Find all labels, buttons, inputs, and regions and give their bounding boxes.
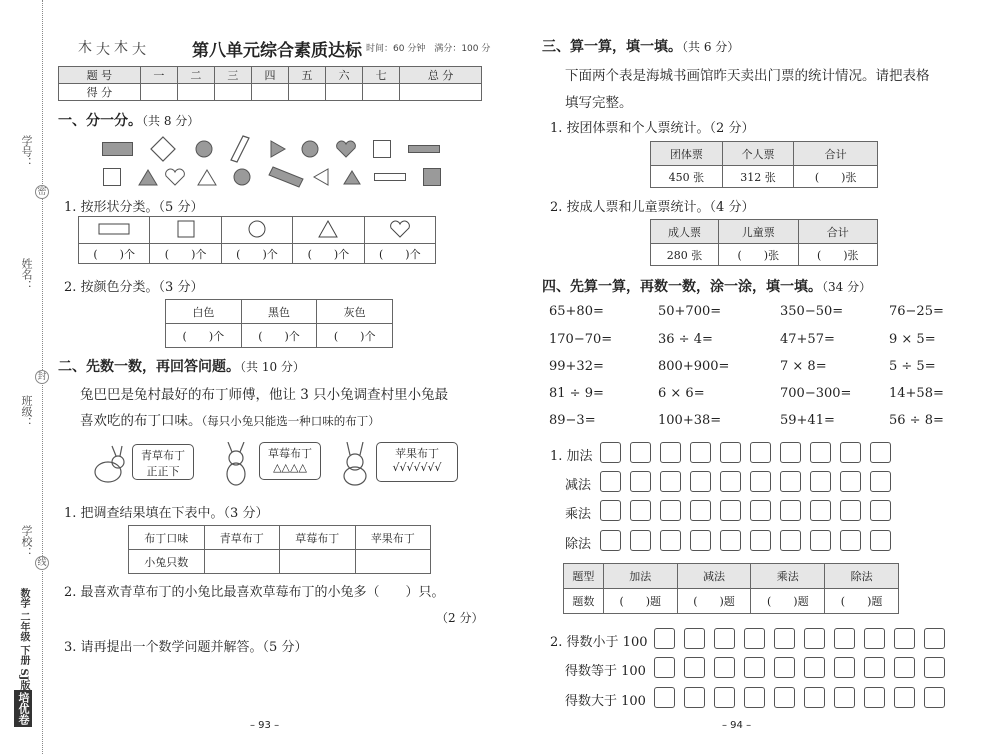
- seal-feng: 封: [35, 370, 49, 384]
- bubble-title: 青草布丁: [141, 449, 185, 462]
- color-box[interactable]: [834, 657, 855, 678]
- s2-para1: 兔巴巴是兔村最好的布丁师傅，他让 3 只小兔调查村里小兔最: [80, 387, 449, 403]
- color-box[interactable]: [720, 500, 741, 521]
- name-label: 姓名：: [20, 258, 33, 291]
- score-header-cell: 题 号: [59, 67, 141, 84]
- s2-para2-text: 喜欢吃的布丁口味。: [80, 413, 202, 429]
- rectangle-shape-icon: [374, 173, 406, 181]
- circle-header: [221, 217, 292, 244]
- color-box[interactable]: [774, 657, 795, 678]
- s2-note: （每只小兔只能选一种口味的布丁）: [201, 414, 380, 428]
- color-header: 灰色: [317, 300, 393, 324]
- square-icon: [176, 219, 196, 239]
- ticket-header: 合计: [798, 220, 877, 244]
- calc-item: 56 ÷ 8=: [889, 413, 944, 428]
- color-box[interactable]: [804, 657, 825, 678]
- color-box[interactable]: [774, 687, 795, 708]
- score-header-cell: 六: [326, 67, 363, 84]
- ticket-table-1: [650, 141, 878, 188]
- calc-item: 350−50=: [780, 304, 844, 319]
- seal-xian: 线: [35, 556, 49, 570]
- pudding-header: 布丁口味: [129, 526, 205, 550]
- color-box[interactable]: [750, 442, 771, 463]
- circle-shape-icon: [300, 139, 320, 159]
- color-box[interactable]: [840, 442, 861, 463]
- op-label-add: 1. 加法: [550, 449, 593, 464]
- color-header: 白色: [166, 300, 242, 324]
- color-box[interactable]: [720, 442, 741, 463]
- color-box[interactable]: [804, 687, 825, 708]
- triangle-shape-icon: [311, 167, 331, 187]
- type-header: 除法: [825, 564, 899, 589]
- shape-classify-table: [78, 216, 436, 264]
- score-input-cell[interactable]: [140, 84, 177, 101]
- answer-cell[interactable]: ( )题: [825, 589, 899, 614]
- answer-cell[interactable]: ( )个: [293, 244, 364, 264]
- page-number-right: – 94 –: [722, 720, 752, 731]
- color-box[interactable]: [744, 628, 765, 649]
- triangle-icon: [317, 219, 339, 239]
- answer-cell[interactable]: ( )个: [79, 244, 150, 264]
- range-label-greater: 得数大于 100: [565, 694, 646, 709]
- color-header: 黑色: [241, 300, 317, 324]
- color-box[interactable]: [600, 500, 621, 521]
- square-header: [150, 217, 221, 244]
- color-box[interactable]: [660, 471, 681, 492]
- color-box[interactable]: [684, 628, 705, 649]
- score-header-cell: 三: [214, 67, 251, 84]
- s1-q2: 2. 按颜色分类。（3 分）: [64, 280, 204, 295]
- type-row-label: 题数: [564, 589, 604, 614]
- color-box[interactable]: [780, 530, 801, 551]
- color-box[interactable]: [630, 442, 651, 463]
- color-box[interactable]: [810, 500, 831, 521]
- rect-header: [79, 217, 150, 244]
- color-box[interactable]: [690, 530, 711, 551]
- color-box[interactable]: [810, 530, 831, 551]
- color-box[interactable]: [834, 628, 855, 649]
- calc-item: 81 ÷ 9=: [549, 386, 604, 401]
- circle-icon: [247, 219, 267, 239]
- heart-shape-icon: [164, 167, 186, 187]
- color-box[interactable]: [690, 442, 711, 463]
- class-label: 班级：: [20, 395, 33, 428]
- color-box[interactable]: [924, 657, 945, 678]
- ticket-value: 312 张: [722, 166, 794, 188]
- section2-heading: [58, 356, 305, 376]
- op-label-div: 除法: [565, 537, 592, 552]
- color-box[interactable]: [654, 628, 675, 649]
- color-box[interactable]: [804, 628, 825, 649]
- answer-cell[interactable]: ( )个: [317, 324, 393, 348]
- circle-shape-icon: [194, 139, 214, 159]
- color-box[interactable]: [714, 657, 735, 678]
- section1-heading: [58, 110, 199, 130]
- triangle-shape-icon: [342, 168, 362, 186]
- answer-cell[interactable]: ( )个: [241, 324, 317, 348]
- color-box[interactable]: [600, 530, 621, 551]
- heart-icon: [389, 219, 411, 239]
- color-box[interactable]: [840, 500, 861, 521]
- score-input-cell[interactable]: [289, 84, 326, 101]
- color-box[interactable]: [924, 628, 945, 649]
- bubble-tally: △△△△: [273, 461, 307, 474]
- color-box[interactable]: [780, 500, 801, 521]
- bubble-qingcao: [132, 444, 194, 480]
- color-box[interactable]: [654, 687, 675, 708]
- section3-title: 三、算一算，填一填。: [542, 39, 682, 55]
- type-header: 乘法: [751, 564, 825, 589]
- ticket-table-2: [650, 219, 878, 266]
- score-header-cell: 七: [363, 67, 400, 84]
- calc-item: 99+32=: [549, 359, 604, 374]
- answer-cell[interactable]: ( )个: [221, 244, 292, 264]
- color-box[interactable]: [894, 628, 915, 649]
- color-box[interactable]: [744, 657, 765, 678]
- pudding-header: 苹果布丁: [355, 526, 431, 550]
- color-box[interactable]: [834, 687, 855, 708]
- s2-q3: 3. 请再提出一个数学问题并解答。（5 分）: [64, 640, 308, 655]
- score-header-cell: 五: [289, 67, 326, 84]
- color-box[interactable]: [714, 628, 735, 649]
- color-box[interactable]: [750, 530, 771, 551]
- op-label-sub: 减法: [565, 478, 592, 493]
- tilted-rectangle-shape-icon: [267, 163, 305, 191]
- score-input-cell[interactable]: [214, 84, 251, 101]
- color-box[interactable]: [894, 687, 915, 708]
- s3-q2: 2. 按成人票和儿童票统计。（4 分）: [550, 200, 755, 215]
- color-box[interactable]: [810, 471, 831, 492]
- calc-item: 47+57=: [780, 332, 835, 347]
- s3-para2: 填写完整。: [565, 95, 633, 111]
- square-shape-icon: [373, 140, 391, 158]
- score-header-cell: 二: [177, 67, 214, 84]
- type-header: 题型: [564, 564, 604, 589]
- score-table: [58, 66, 482, 101]
- color-box[interactable]: [630, 471, 651, 492]
- color-box[interactable]: [864, 687, 885, 708]
- section3-heading: [542, 36, 739, 56]
- color-box[interactable]: [810, 442, 831, 463]
- color-box[interactable]: [660, 530, 681, 551]
- score-input-cell[interactable]: [251, 84, 288, 101]
- type-count-table: [563, 563, 899, 614]
- color-box[interactable]: [894, 657, 915, 678]
- score-input-cell[interactable]: [326, 84, 363, 101]
- calc-item: 76−25=: [889, 304, 944, 319]
- s2-q2-points: （2 分）: [436, 611, 484, 625]
- color-box[interactable]: [720, 530, 741, 551]
- color-box[interactable]: [600, 471, 621, 492]
- answer-cell[interactable]: ( )题: [603, 589, 677, 614]
- color-box[interactable]: [774, 628, 795, 649]
- pudding-header: 草莓布丁: [280, 526, 356, 550]
- calc-item: 800+900=: [658, 359, 730, 374]
- s3-q1: 1. 按团体票和个人票统计。（2 分）: [550, 121, 755, 136]
- school-label: 学校：: [20, 525, 33, 558]
- section2-points: （共 10 分）: [240, 360, 305, 374]
- answer-cell[interactable]: [280, 550, 356, 574]
- rectangle-shape-icon: [102, 142, 133, 156]
- color-box[interactable]: [630, 530, 651, 551]
- rabbit-icon: [214, 442, 258, 488]
- color-box[interactable]: [840, 471, 861, 492]
- color-box[interactable]: [750, 500, 771, 521]
- calc-item: 9 × 5=: [889, 332, 936, 347]
- bubble-caomei: [259, 442, 321, 480]
- color-box[interactable]: [750, 471, 771, 492]
- op-label-mul: 乘法: [565, 507, 592, 522]
- score-header-cell: 四: [251, 67, 288, 84]
- answer-cell[interactable]: ( )题: [677, 589, 751, 614]
- heart-header: [364, 217, 435, 244]
- circle-shape-icon: [232, 167, 252, 187]
- bubble-title: 苹果布丁: [395, 447, 439, 460]
- calc-item: 6 × 6=: [658, 386, 705, 401]
- score-header-cell: 一: [140, 67, 177, 84]
- color-box[interactable]: [690, 471, 711, 492]
- answer-cell[interactable]: ( )题: [751, 589, 825, 614]
- calc-item: 700−300=: [780, 386, 852, 401]
- color-box[interactable]: [780, 471, 801, 492]
- page-title: 第八单元综合素质达标: [192, 41, 362, 61]
- brand-logo: 培优卷: [14, 690, 32, 727]
- exam-meta: 时间：60 分钟 满分：100 分: [366, 44, 491, 54]
- color-box[interactable]: [870, 530, 891, 551]
- color-box[interactable]: [684, 657, 705, 678]
- svg-text:木: 木: [114, 40, 128, 56]
- ticket-header: 个人票: [722, 142, 794, 166]
- triangle-shape-icon: [137, 167, 159, 187]
- student-id-label: 学号：: [20, 135, 33, 168]
- calc-item: 50+700=: [658, 304, 722, 319]
- pudding-table: [128, 525, 431, 574]
- color-box[interactable]: [660, 500, 681, 521]
- calc-item: 89−3=: [549, 413, 596, 428]
- color-box[interactable]: [870, 500, 891, 521]
- calc-item: 65+80=: [549, 304, 604, 319]
- range-label-less: 2. 得数小于 100: [550, 635, 648, 650]
- book-label: 数学 二年级 下册 SJ版: [18, 588, 29, 691]
- triangle-shape-icon: [268, 139, 288, 159]
- square-shape-icon: [423, 168, 441, 186]
- svg-text:大: 大: [96, 42, 110, 58]
- section4-heading: [542, 276, 871, 296]
- color-box[interactable]: [840, 530, 861, 551]
- range-label-equal: 得数等于 100: [565, 664, 646, 679]
- rabbit-icon: [337, 442, 373, 488]
- color-box[interactable]: [864, 657, 885, 678]
- rectangle-icon: [97, 222, 131, 236]
- ticket-value: 450 张: [651, 166, 723, 188]
- svg-text:木: 木: [78, 40, 92, 56]
- triangle-header: [293, 217, 364, 244]
- score-input-cell[interactable]: [400, 84, 482, 101]
- section4-points: （34 分）: [822, 280, 872, 294]
- answer-cell[interactable]: ( )个: [166, 324, 242, 348]
- score-input-cell[interactable]: [177, 84, 214, 101]
- color-box[interactable]: [600, 442, 621, 463]
- ticket-header: 儿童票: [719, 220, 798, 244]
- calc-item: 14+58=: [889, 386, 944, 401]
- parallelogram-shape-icon: [229, 134, 251, 164]
- s1-q1: 1. 按形状分类。（5 分）: [64, 200, 204, 215]
- seal-mi: 密: [35, 185, 49, 199]
- rabbit-icon: [88, 444, 128, 486]
- calc-item: 170−70=: [549, 332, 613, 347]
- type-header: 加法: [603, 564, 677, 589]
- color-box[interactable]: [744, 687, 765, 708]
- title-decoration-icon: [78, 34, 152, 60]
- answer-cell[interactable]: [355, 550, 431, 574]
- calc-item: 100+38=: [658, 413, 722, 428]
- bubble-pingguo: [376, 442, 458, 482]
- answer-cell[interactable]: ( )个: [364, 244, 435, 264]
- calc-item: 7 × 8=: [780, 359, 827, 374]
- ticket-value: 280 张: [651, 244, 719, 266]
- score-row-label: 得 分: [59, 84, 141, 101]
- section3-points: （共 6 分）: [682, 40, 740, 54]
- bubble-tally: √√√√√√√: [392, 461, 442, 474]
- rectangle-shape-icon: [408, 145, 440, 153]
- color-box[interactable]: [684, 687, 705, 708]
- answer-cell[interactable]: ( )张: [719, 244, 798, 266]
- section4-title: 四、先算一算，再数一数，涂一涂，填一填。: [542, 279, 822, 295]
- s3-para1: 下面两个表是海城书画馆昨天卖出门票的统计情况。请把表格: [565, 68, 930, 84]
- color-box[interactable]: [870, 442, 891, 463]
- color-box[interactable]: [660, 442, 681, 463]
- answer-cell[interactable]: ( )张: [794, 166, 878, 188]
- answer-cell[interactable]: ( )张: [798, 244, 877, 266]
- section2-title: 二、先数一数，再回答问题。: [58, 359, 240, 375]
- page-number-left: – 93 –: [250, 720, 280, 731]
- calc-item: 59+41=: [780, 413, 835, 428]
- heart-shape-icon: [335, 139, 357, 159]
- score-header-cell: 总 分: [400, 67, 482, 84]
- s2-q2: 2. 最喜欢青草布丁的小兔比最喜欢草莓布丁的小兔多（ ）只。: [64, 585, 445, 600]
- calc-item: 36 ÷ 4=: [658, 332, 713, 347]
- ticket-header: 合计: [794, 142, 878, 166]
- color-box[interactable]: [870, 471, 891, 492]
- s2-q1: 1. 把调查结果填在下表中。（3 分）: [64, 506, 269, 521]
- binding-strip: [0, 0, 50, 754]
- bubble-tally: 正正下: [146, 465, 180, 478]
- ticket-header: 成人票: [651, 220, 719, 244]
- bubble-title: 草莓布丁: [268, 447, 312, 460]
- square-shape-icon: [103, 168, 121, 186]
- answer-cell[interactable]: [204, 550, 280, 574]
- ticket-header: 团体票: [651, 142, 723, 166]
- answer-cell[interactable]: ( )个: [150, 244, 221, 264]
- color-box[interactable]: [780, 442, 801, 463]
- color-box[interactable]: [630, 500, 651, 521]
- type-header: 减法: [677, 564, 751, 589]
- color-box[interactable]: [654, 657, 675, 678]
- calc-item: 5 ÷ 5=: [889, 359, 936, 374]
- color-classify-table: [165, 299, 393, 348]
- triangle-shape-icon: [196, 167, 218, 187]
- color-box[interactable]: [690, 500, 711, 521]
- svg-text:大: 大: [132, 42, 146, 58]
- section1-points: （共 8 分）: [142, 114, 200, 128]
- color-box[interactable]: [720, 471, 741, 492]
- score-input-cell[interactable]: [363, 84, 400, 101]
- diamond-shape-icon: [149, 135, 177, 163]
- color-box[interactable]: [924, 687, 945, 708]
- color-box[interactable]: [864, 628, 885, 649]
- color-box[interactable]: [714, 687, 735, 708]
- pudding-header: 青草布丁: [204, 526, 280, 550]
- pudding-row-label: 小兔只数: [129, 550, 205, 574]
- s2-para2: [80, 409, 380, 429]
- section1-title: 一、分一分。: [58, 113, 142, 129]
